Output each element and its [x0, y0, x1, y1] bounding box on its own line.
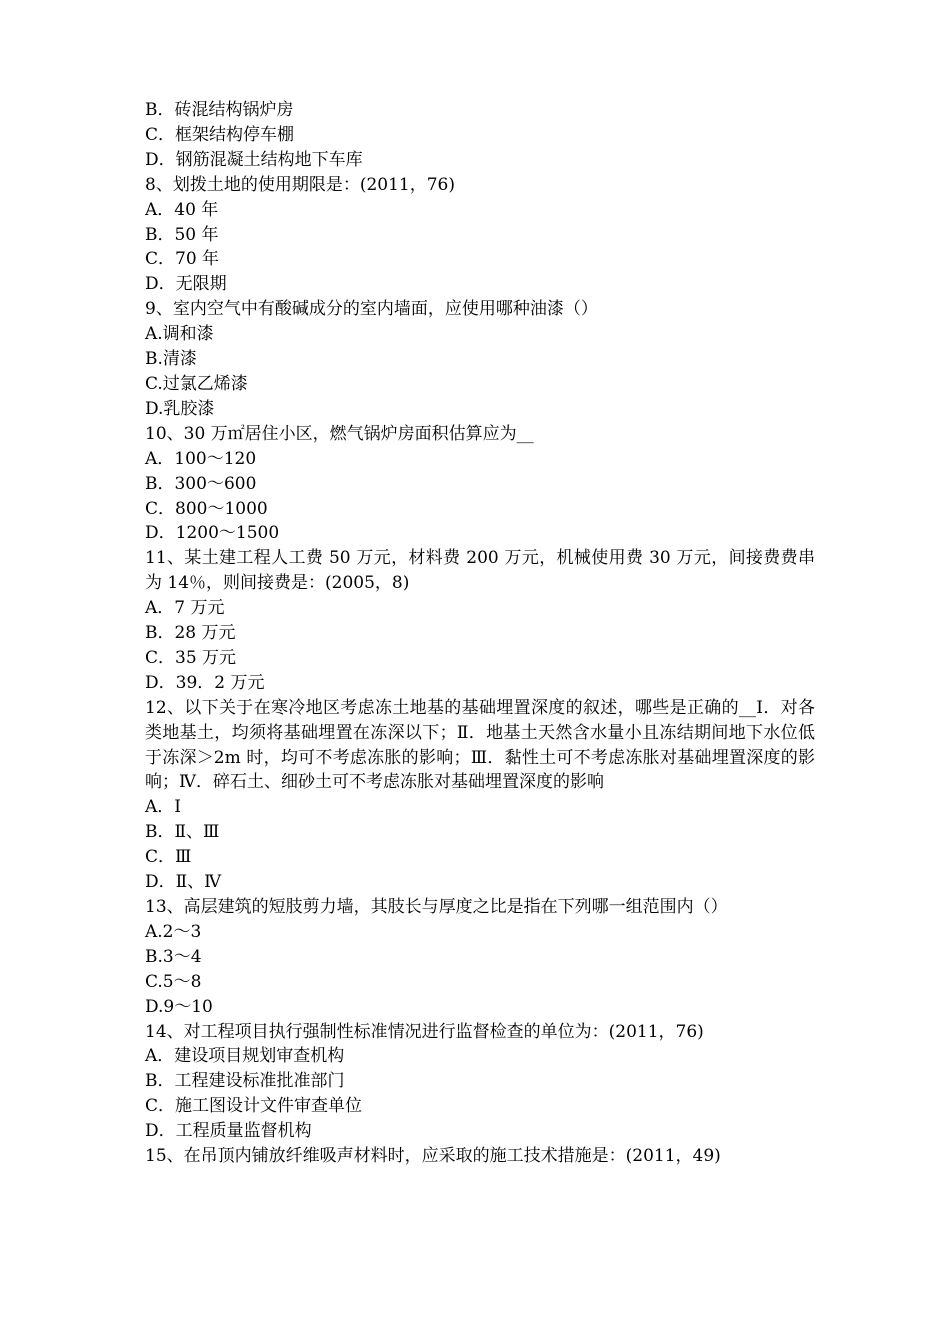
option-12c: C．Ⅲ: [145, 847, 192, 868]
option-7b: B．砖混结构锅炉房: [145, 100, 294, 120]
option-7d: D．钢筋混凝土结构地下车库: [145, 149, 363, 170]
option-13d: D.9～10: [145, 996, 213, 1017]
option-11d: D．39．2 万元: [145, 672, 265, 693]
option-9a: A.调和漆: [145, 324, 214, 345]
option-13c: C.5～8: [145, 971, 202, 992]
option-10c: C．800～1000: [145, 498, 268, 519]
option-10d: D．1200～1500: [145, 523, 280, 544]
question-10: 10、30 万㎡居住小区，燃气锅炉房面积估算应为__: [145, 423, 534, 444]
question-13: 13、高层建筑的短肢剪力墙，其肢长与厚度之比是指在下列哪一组范围内（）: [145, 897, 728, 917]
option-13a: A.2～3: [145, 921, 202, 942]
option-13b: B.3～4: [145, 946, 202, 967]
option-10b: B．300～600: [145, 473, 257, 494]
option-14d: D．工程质量监督机构: [145, 1121, 312, 1142]
option-10a: A．100～120: [145, 448, 257, 469]
option-8c: C．70 年: [145, 249, 220, 270]
option-14b: B．工程建设标准批准部门: [145, 1071, 345, 1092]
option-14a: A．建设项目规划审查机构: [145, 1046, 345, 1067]
option-11a: A．7 万元: [145, 598, 225, 619]
option-12d: D．Ⅱ、Ⅳ: [145, 872, 222, 893]
question-9: 9、室内空气中有酸碱成分的室内墙面，应使用哪种油漆（）: [145, 299, 598, 320]
question-8: 8、划拨土地的使用期限是：(2011，76): [145, 174, 455, 195]
question-11: 11、某土建工程人工费 50 万元，材料费 200 万元，机械使用费 30 万元，间接费费串为 14％，则间接费是：(2005，8): [145, 548, 815, 594]
option-12a: A．Ⅰ: [145, 797, 181, 818]
option-9b: B.清漆: [145, 349, 197, 370]
option-8a: A．40 年: [145, 199, 219, 220]
question-14: 14、对工程项目执行强制性标准情况进行监督检查的单位为：(2011，76): [145, 1021, 704, 1042]
option-11b: B．28 万元: [145, 623, 236, 644]
option-12b: B．Ⅱ、Ⅲ: [145, 822, 220, 843]
question-15: 15、在吊顶内铺放纤维吸声材料时，应采取的施工技术措施是：(2011，49): [145, 1146, 721, 1167]
question-12: 12、以下关于在寒冷地区考虑冻土地基的基础埋置深度的叙述，哪些是正确的__Ⅰ．对各类地基土，均须将基础埋置在冻深以下；Ⅱ．地基土天然含水量小且冻结期间地下水位低于冻深＞2m 时，均可不考虑冻胀的影响；Ⅲ．黏性土可不考虑冻胀对基础埋置深度的影响；Ⅳ．碎石土、细砂土可不考虑冻胀对基础埋置深度的影响: [145, 697, 815, 793]
option-8d: D．无限期: [145, 274, 227, 295]
option-14c: C．施工图设计文件审查单位: [145, 1096, 363, 1117]
option-9c: C.过氯乙烯漆: [145, 373, 248, 394]
option-8b: B．50 年: [145, 224, 219, 245]
option-11c: C．35 万元: [145, 647, 237, 668]
document-page: [145, 98, 815, 1169]
option-7c: C．框架结构停车棚: [145, 124, 295, 145]
option-9d: D.乳胶漆: [145, 398, 215, 419]
